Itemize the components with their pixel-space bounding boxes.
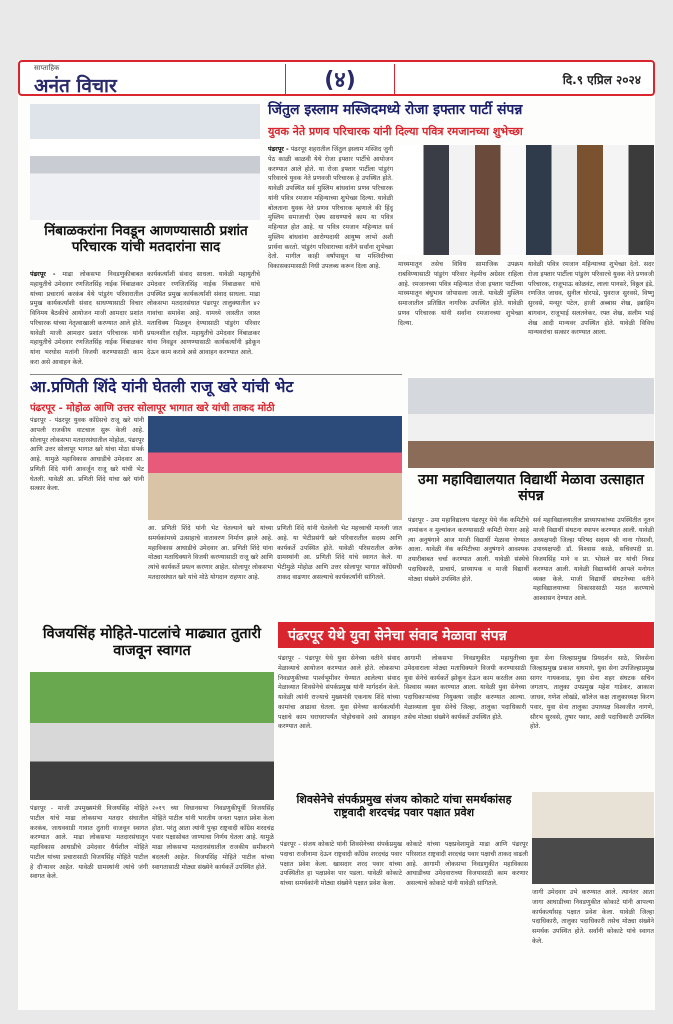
story7-body: पंढरपूर - संजय कोकाटे यांनी शिवसेनेच्या संपर्कप्रमुख पदाचा राजीनामा देऊन राष्ट्रवादी काँग्रेस शरदचंद्र पवार पक्षात प्रवेश केला. खासदार शरद पवार यांच्या उपस्थितीत हा पक्षप्रवेश पार पडला. यावेळी कोकाटे यांच्या समर्थकांनी मोठ्या संख्येने पक्षात प्रवेश केला. bbox=[280, 841, 402, 887]
iftar-photo bbox=[398, 145, 654, 255]
story3-body-3: प्रणिती शिंदे यांनी घेतलेली भेट महत्त्वाची मानली जात आहे. या भेटीप्रसंगी खरे परिवारातील सदस्य आणि कार्यकर्ते उपस्थित होते. यावेळी परिसरातील अनेक ग्रामस्थांनी आ. प्रणिती शिंदे यांचे स्वागत केले. या भेटीमुळे मोहोळ आणि उत्तर सोलापूर भागात काँग्रेसची ताकद वाढणार असल्याचे कार्यकर्त्यांनी सांगितले. bbox=[277, 525, 402, 581]
college-photo bbox=[408, 378, 654, 468]
meeting-photo-2 bbox=[148, 416, 402, 520]
story1-body-text: पंढरपूर शहरातील जिंतुल इस्लाम मस्जिद जुनी पेठ काळी काळवी येथे रोजा इफ्तार पार्टीचे आयोजन करण्यात आले होते. या रोजा इफ्तार पार्टीला पांडुरंग परिवारचे युवक नेते प्रणवजी परिचारक हे उपस्थित होते. यावेळी उपस्थित सर्व मुस्लिम बांधवांना प्रणव परिचारक यांनी पवित्र रमजान महिन्याच्या शुभेच्छा दिल्या. यावेळी बोलताना युवक नेते प्रणव परिचारक म्हणाले की हिंदू मुस्लिम समाजाची ऐक्य साधण्याचे काम या पवित्र महिन्यात होत आहे. या पवित्र रमजान महिन्यात सर्व मुस्लिम बांधवांना आरोग्यदायी आयुष्य लाभो अशी प्रार्थना करतो. पांडुरंग परिवाराच्या वतीने सर्वांना शुभेच्छा देतो. मागील काही वर्षांपासून या मस्जिदीच्या विकासकामासाठी निधी उपलब्ध करून दिला आहे. bbox=[268, 146, 393, 270]
divider bbox=[30, 374, 402, 375]
story3-body: पंढरपूर - पंढरपूर युवक काँग्रेसचे राजू खरे यांनी आपली राजकीय वाटचाल सुरू केली आहे. सोलापूर लोकसभा मतदारसंघातील मोहोळ, पंढरपूर आणि उत्तर सोलापूर भागात खरे यांचा मोठा संपर्क आहे. यामुळे महाविकास आघाडीचे उमेदवार आ. प्रणिती शिंदे यांनी आवर्जून राजू खरे यांची भेट घेतली. यावेळी आ. प्रणिती शिंदे यांचा खरे यांनी सत्कार केला. bbox=[30, 417, 144, 493]
story4-body-2: सर्व महाविद्यालयातील प्राध्यापकांच्या उपस्थितीत नूतन माजी विद्यार्थी संघटना स्थापन करण्यात आली. यावेळी अध्यक्षपदी जिल्हा परिषद सदस्य श्री नाना गोसावी, उपाध्यक्षपदी डॉ. विश्वास काळे, सचिवपदी प्रा. विजयसिंह माने व प्रा. भोसले सर यांची निवड करण्यात आली. यावेळी विद्यार्थ्यांनी आपले मनोगत व्यक्त केले. माजी विद्यार्थी संघटनेच्या वतीने महाविद्यालयाच्या विकासासाठी मदत करण्याचे आश्वासन देण्यात आले. bbox=[533, 517, 654, 602]
newspaper-page bbox=[18, 60, 655, 1010]
story5-body-2: आगामी लोकसभा निवडणुकीत महायुतीच्या उमेदवाराला मोठ्या मताधिक्याने विजयी करण्यासाठी युवा सेनेचे कार्यकर्ते झोकून देऊन काम करतील असा विश्वास व्यक्त करण्यात आला. यावेळी युवा सेनेच्या पदाधिकाऱ्यांच्या नियुक्त्या जाहीर करण्यात आल्या. मेळाव्याला युवा सेनेचे जिल्हा, तालुका पदाधिकारी तसेच मोठ्या संख्येने कार्यकर्ते उपस्थित होते. bbox=[404, 655, 526, 721]
story1-body bbox=[268, 145, 393, 368]
story1-dateline: पंढरपूर - bbox=[268, 146, 289, 153]
story7-headline: शिवसेनेचे संपर्कप्रमुख संजय कोकाटे यांचा समर्थकांसह राष्ट्रवादी शरदचंद्र पवार पक्षात प्रवेश bbox=[296, 793, 512, 819]
issue-date: दि.९ एप्रिल २०२४ bbox=[562, 73, 641, 87]
story7-body-3: जागी उमेदवार उभे करण्यात आले. त्यानंतर आता जागा आघाडीच्या निवडणुकीत कोकाटे यांनी आपल्या कार्यकर्त्यांसह पक्षात प्रवेश केला. यावेळी जिल्हा पदाधिकारी, तालुका पदाधिकारी तसेच मोठ्या संख्येने समर्थक उपस्थित होते. सर्वांनी कोकाटे यांचे स्वागत केले. bbox=[532, 889, 654, 945]
story1-headline: जिंतुल इस्लाम मस्जिदमध्ये रोजा इफ्तार पार्टी संपन्न bbox=[268, 102, 523, 118]
story6-body-2: २०१९ च्या विधानसभा निवडणुकीपूर्वी विजयसिंह मोहिते पाटील यांनी भारतीय जनता पक्षात प्रवेश केला होता. परंतु आता त्यांनी पुन्हा राष्ट्रवादी काँग्रेस शरदचंद्र पवार पक्षासोबत जाण्याचा निर्णय घेतला आहे. यामुळे माढा लोकसभा मतदारसंघातील राजकीय समीकरणे बदलली आहेत. विजयसिंह मोहिते पाटील यांच्या स्वागतासाठी मोठ्या संख्येने कार्यकर्ते उपस्थित होते. bbox=[152, 805, 274, 871]
story5-headline: पंढरपूर येथे युवा सेनेचा संवाद मेळावा संपन्न bbox=[278, 622, 654, 648]
page-number: (४) bbox=[285, 64, 395, 94]
masthead-label: साप्ताहिक bbox=[34, 64, 60, 72]
story6-headline: विजयसिंह मोहिते-पाटलांचे माढ्यात तुतारी वाजवून स्वागत bbox=[42, 625, 262, 659]
story1-body-2: माध्यमातून तसेच विविध सामाजिक उपक्रम राबविण्यासाठी पांडुरंग परिवार नेहमीच अग्रेसर राहिला आहे. रमजानच्या पवित्र महिन्यात रोजा इफ्तार पार्टीच्या माध्यमातून बंधुभाव जोपासला जातो. यावेळी मुस्लिम समाजातील प्रतिष्ठित नागरिक उपस्थित होते. यावेळी प्रणव परिचारक यांनी सर्वांना रमजानच्या शुभेच्छा दिल्या. bbox=[398, 261, 523, 327]
story1-subheadline: युवक नेते प्रणव परिचारक यांनी दिल्या पवित्र रमजानच्या शुभेच्छा bbox=[268, 125, 523, 138]
story3-body-2: आ. प्रणिती शिंदे यांनी भेट घेतल्याने खरे यांच्या समर्थकांमध्ये उत्साहाचे वातावरण निर्माण झाले आहे. महाविकास आघाडीचे उमेदवार आ. प्रणिती शिंदे यांना मोठ्या मताधिक्याने विजयी करण्यासाठी राजू खरे आणि त्यांचे कार्यकर्ते प्रयत्न करणार आहेत. सोलापूर लोकसभा मतदारसंघात खरे यांचे मोठे योगदान राहणार आहे. bbox=[148, 525, 273, 581]
story2-dateline: पंढरपूर - bbox=[30, 271, 56, 278]
story2-body bbox=[30, 270, 143, 370]
story6-body: पंढरपूर - माजी उपमुख्यमंत्री विजयसिंह मोहिते पाटील यांचे माढा लोकसभा मतदार संघातील करकंब, जाधववाडी गावात तुतारी वाजवून स्वागत करण्यात आले. माढा लोकसभा मतदारसंघातून महाविकास आघाडीचे उमेदवार धैर्यशील मोहिते पाटील यांच्या प्रचारासाठी विजयसिंह मोहिते पाटील हे दौऱ्यावर आहेत. यावेळी ग्रामस्थांनी त्यांचे जंगी स्वागत केले. bbox=[30, 805, 148, 881]
masthead bbox=[18, 60, 655, 96]
story4-body: पंढरपूर - उमा महाविद्यालय पंढरपूर येथे नॅक कमिटीचे नामांकन व मुल्यांकन करण्यासाठी कमिटी येणार आहे त्या अनुषंगाने आज माजी विद्यार्थी मेळावा घेण्यात आला. यावेळी नॅक कमिटीच्या अनुषंगाने आवश्यक तयारीबाबत चर्चा करण्यात आली. यावेळी संस्थेचे पदाधिकारी, प्राचार्य, प्राध्यापक व माजी विद्यार्थी मोठ्या संख्येने उपस्थित होते. bbox=[408, 517, 529, 583]
story5-body: पंढरपूर - पंढरपूर येथे युवा सेनेच्या वतीने संवाद मेळाव्याचे आयोजन करण्यात आले होते. लोकसभा निवडणुकीच्या पार्श्वभूमीवर घेण्यात आलेल्या संवाद मेळाव्यात शिवसेनेचे संपर्कप्रमुख यांनी मार्गदर्शन केले. यावेळी त्यांनी राज्याचे मुख्यमंत्री एकनाथ शिंदे यांच्या कामांचा आढावा घेतला. युवा सेनेच्या कार्यकर्त्यांनी पक्षाचे काम घराघरापर्यंत पोहोचवावे असे आवाहन करण्यात आले. bbox=[278, 655, 400, 731]
newspaper-name: अनंत विचार bbox=[34, 75, 117, 97]
welcome-photo bbox=[30, 672, 274, 800]
story2-headline: निंबाळकरांना निवडून आणण्यासाठी प्रशांत परिचारक यांची मतदारांना साद bbox=[44, 223, 248, 255]
story3-subheadline: पंढरपूर - मोहोळ आणि उत्तर सोलापूर भागात खरे यांची ताकद मोठी bbox=[30, 403, 275, 414]
meeting-photo bbox=[30, 104, 260, 220]
story2-body-text: माढा लोकसभा निवडणुकीबाबत महायुतीचे उमेदवार रणजितसिंह नाईक निंबाळकर यांच्या प्रचारार्थ करकंब येथे पांडुरंग परिवारातील प्रमुख कार्यकर्त्यांशी संवाद साधण्यासाठी विचार विनिमय बैठकीचे आयोजन माजी आमदार प्रशांत परिचारक यांच्या नेतृत्वाखाली करण्यात आले होते. यावेळी माजी आमदार प्रशांत परिचारक यांनी महायुतीचे उमेदवार रणजितसिंह नाईक निंबाळकर यांना भरघोस मतांनी विजयी करण्यासाठी काम करा असे आवाहन केले. bbox=[30, 271, 143, 366]
story1-body-3: यावेळी पवित्र रमजान महिन्याच्या शुभेच्छा देतो. सदर रोजा इफ्तार पार्टीला पांडुरंग परिवारचे युवक नेते प्रणवजी परिचारक, राजूभाऊ कोळवंट, लाला पानसरे, विठ्ठल इंडे, रणजित जाधव, सुनील घोरपडे, युवराज सुरवसे, विष्णु सुरवसे, मन्सूर पटेल, हाजी अब्बास शेख, इब्राहिम बागवान, राजूभाई सलतनेकर, रफ्त शेख, सलीम भाई शेख आदी मान्यवर उपस्थित होते. यावेळी विविध मान्यवरांचा सत्कार करण्यात आला. bbox=[528, 261, 654, 337]
story3-headline: आ.प्रणिती शिंदे यांनी घेतली राजू खरे यांची भेट bbox=[30, 377, 294, 396]
story7-body-2: कोकाटे यांच्या पक्षप्रवेशामुळे माढा आणि पंढरपूर परिसरात राष्ट्रवादी शरदचंद्र पवार पक्षाची ताकद वाढली आहे. आगामी लोकसभा निवडणुकीत महाविकास आघाडीच्या उमेदवाराच्या विजयासाठी काम करणार असल्याचे कोकाटे यांनी यावेळी सांगितले. bbox=[406, 841, 528, 887]
story5-body-3: युवा सेना जिल्हाप्रमुख प्रियदर्शन साठे, शिवसेना जिल्हाप्रमुख प्रकाश वाघमारे, युवा सेना उपजिल्हाप्रमुख सागर गायकवाड, युवा सेना शहर संघटक सचिन जगताप, तालुका उपप्रमुख महेश गाडेकर, आकाश जाधव, गणेश लोखंडे, कॉलेज कक्ष तालुकाध्यक्ष किरण पवार, युवा सेना तालुका उपाध्यक्ष विश्वजीत नागणे, सौरभ सुरवसे, तुषार पवार, आदी पदाधिकारी उपस्थित होते. bbox=[530, 655, 654, 731]
joining-photo bbox=[532, 792, 654, 884]
story4-headline: उमा महाविद्यालयात विद्यार्थी मेळावा उत्साहात संपन्न bbox=[418, 472, 644, 505]
story2-body-2: कार्यकर्त्यांशी संवाद साधला. यावेळी महायुतीचे उमेदवार रणजितसिंह नाईक निंबाळकर यांचे उपस्थित प्रमुख कार्यकर्त्यांशी संवाद साधला. माढा लोकसभा मतदारसंघात पंढरपूर तालुक्यातील ४२ गावांचा समावेश आहे. यामध्ये जास्तीत जास्त मताधिक्य मिळवून देण्यासाठी पांडुरंग परिवार प्रयत्नशील राहील. महायुतीचे उमेदवार निंबाळकर यांना निवडून आणण्यासाठी कार्यकर्त्यांनी झोकून देऊन काम करावे असे आवाहन करण्यात आले. bbox=[147, 271, 260, 356]
